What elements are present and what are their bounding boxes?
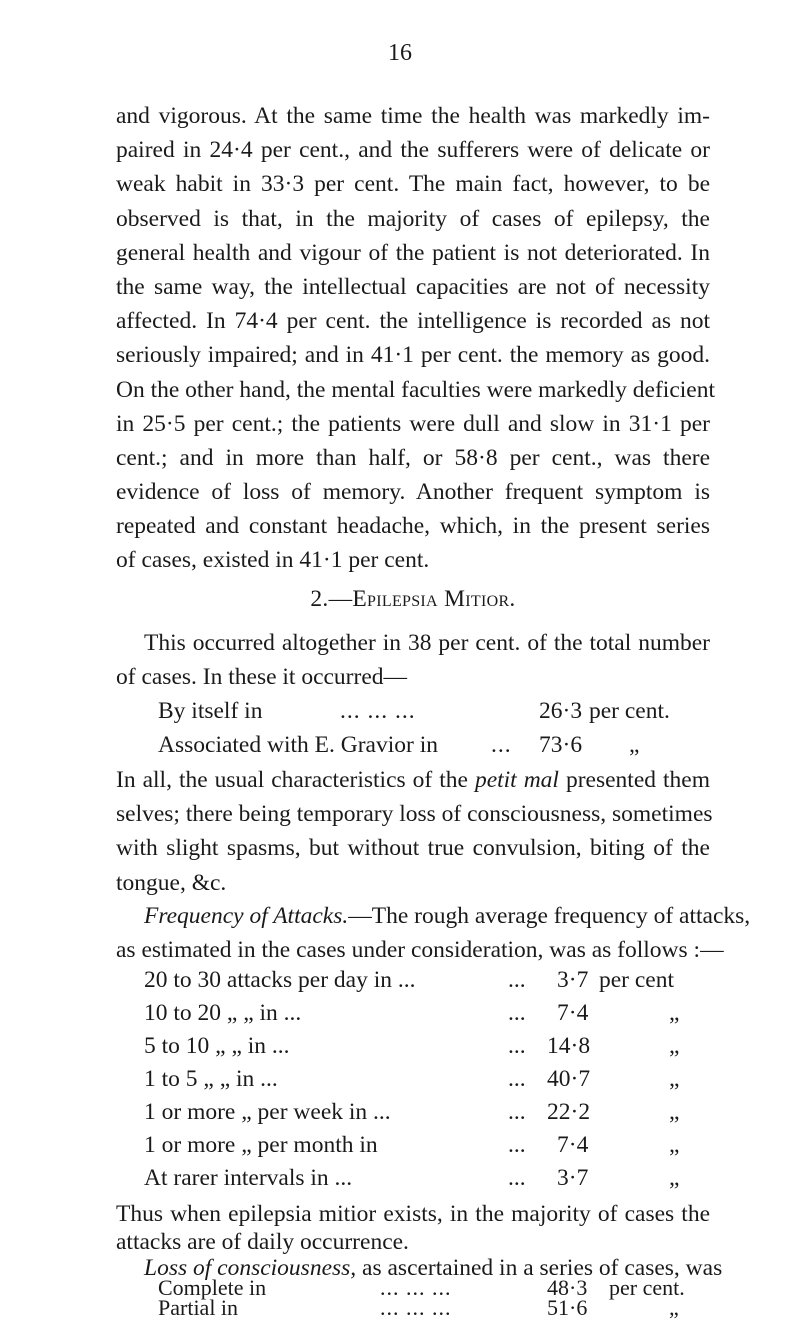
- loss-intro: as ascertained in a series of cases, was: [362, 1255, 723, 1281]
- text-line: This occurred altogether in 38 per cent. of the total number: [144, 630, 710, 656]
- paragraph-frequency: [116, 899, 751, 967]
- row-value: 73·6: [539, 732, 583, 758]
- paragraph-conclusion: [116, 1200, 710, 1256]
- frequency-row: [0, 1029, 800, 1063]
- text-line: and vigorous. At the same time the health was markedly im-: [116, 103, 710, 129]
- row-label: Partial in: [158, 1295, 239, 1320]
- section-heading: 2.—Epilepsia Mitior.: [310, 586, 516, 612]
- occurrence-row: [0, 728, 800, 762]
- paragraph-general-health: [116, 99, 716, 578]
- row-leader: ...: [491, 732, 512, 758]
- row-label: By itself in: [158, 698, 263, 724]
- paragraph-occurrence: [116, 626, 710, 694]
- text-line: with slight spasms, but without true convulsion, biting of the: [116, 835, 710, 862]
- row-label: 1 to 5 „ „ in ...: [144, 1066, 278, 1092]
- page-number: 16: [388, 40, 412, 66]
- row-unit: per cent.: [609, 1275, 685, 1300]
- text-line: general health and vigour of the patient is not deteriorated. In: [116, 239, 710, 266]
- row-unit: „: [669, 1165, 680, 1191]
- text-line: On the other hand, the mental faculties were markedly deficient: [116, 376, 716, 403]
- frequency-row: [0, 996, 800, 1030]
- row-value: 40·7: [547, 1066, 591, 1092]
- row-value: 7·4: [557, 1000, 589, 1026]
- row-unit: „: [669, 1033, 680, 1059]
- row-unit: „: [669, 1000, 680, 1026]
- text-line: of cases, existed in 41·1 per cent.: [116, 547, 430, 574]
- row-leader: ...: [508, 1000, 526, 1026]
- text-line: seriously impaired; and in 41·1 per cent. the memory as good.: [116, 342, 710, 369]
- row-value: 3·7: [557, 967, 589, 993]
- text-line: weak habit in 33·3 per cent. The main fact, however, to be: [116, 171, 710, 198]
- loss-row: [0, 1297, 800, 1319]
- row-label: 20 to 30 attacks per day in ...: [144, 967, 416, 993]
- frequency-heading: Frequency of Attacks.: [144, 903, 349, 929]
- text-line: cent.; and in more than half, or 58·8 per cent., was there: [116, 444, 710, 471]
- paragraph-characteristics: [116, 763, 713, 900]
- row-label: 5 to 10 „ „ in ...: [144, 1033, 290, 1059]
- row-unit: „: [669, 1066, 680, 1092]
- row-unit: „: [669, 1132, 680, 1158]
- frequency-row: [0, 1128, 800, 1162]
- row-label: Complete in: [158, 1275, 267, 1300]
- text-line: observed is that, in the majority of cases of epilepsy, the: [116, 205, 710, 232]
- row-leader: ...: [508, 1132, 526, 1158]
- row-label: 10 to 20 „ „ in ...: [144, 1000, 302, 1026]
- text-line: In all, the usual characteristics of the petit mal presented them: [116, 767, 710, 793]
- row-value: 48·3: [547, 1275, 588, 1300]
- loss-heading: Loss of consciousness,: [144, 1255, 357, 1281]
- text-line: evidence of loss of memory. Another frequent symptom is: [116, 479, 710, 506]
- row-leader: ...: [508, 1033, 526, 1059]
- row-leader: ... ... ...: [340, 698, 416, 724]
- text-line: tongue, &c.: [116, 869, 227, 896]
- text-line: affected. In 74·4 per cent. the intelligence is recorded as not: [116, 308, 710, 335]
- row-value: 51·6: [547, 1295, 588, 1320]
- row-unit: „: [629, 732, 640, 758]
- row-value: 26·3: [539, 698, 583, 724]
- row-label: Associated with E. Gravior in: [158, 732, 438, 758]
- row-leader: ...: [508, 967, 526, 993]
- text-line: selves; there being temporary loss of consciousness, sometimes: [116, 801, 713, 828]
- frequency-intro: —The rough average frequency of attacks,: [348, 903, 751, 929]
- frequency-row: [0, 1062, 800, 1096]
- row-label: 1 or more „ per week in ...: [144, 1099, 391, 1125]
- text-line: [116, 899, 751, 933]
- frequency-row: [0, 963, 800, 997]
- text-line: repeated and constant headache, which, in the present series: [116, 513, 710, 540]
- text-line: paired in 24·4 per cent., and the sufferers were of delicate or: [116, 137, 710, 164]
- row-unit: „: [669, 1295, 679, 1320]
- row-leader: ...: [508, 1066, 526, 1092]
- row-leader: ...: [508, 1165, 526, 1191]
- row-leader: ... ... ...: [380, 1295, 452, 1320]
- frequency-row: [0, 1161, 800, 1195]
- occurrence-row: [0, 694, 800, 728]
- row-unit: per cent: [599, 967, 675, 993]
- text-line: the same way, the intellectual capacities are not of necessity: [116, 273, 710, 300]
- row-unit: per cent.: [589, 698, 670, 724]
- row-label: At rarer intervals in ...: [144, 1165, 353, 1191]
- text-line: of cases. In these it occurred—: [116, 664, 408, 691]
- text-line: attacks are of daily occurrence.: [116, 1229, 409, 1255]
- text-line: in 25·5 per cent.; the patients were dull and slow in 31·1 per: [116, 410, 710, 437]
- italic-term: petit mal: [474, 767, 559, 793]
- text-line: Thus when epilepsia mitior exists, in the majority of cases the: [116, 1201, 710, 1227]
- row-leader: ...: [508, 1099, 526, 1125]
- row-unit: „: [669, 1099, 680, 1125]
- row-label: 1 or more „ per month in: [144, 1132, 378, 1158]
- row-value: 7·4: [557, 1132, 589, 1158]
- row-leader: ... ... ...: [380, 1275, 452, 1300]
- row-value: 22·2: [547, 1099, 591, 1125]
- row-value: 3·7: [557, 1165, 589, 1191]
- frequency-row: [0, 1095, 800, 1129]
- text-line: as estimated in the cases under consideration, was as follows :—: [116, 937, 724, 964]
- row-value: 14·8: [547, 1033, 591, 1059]
